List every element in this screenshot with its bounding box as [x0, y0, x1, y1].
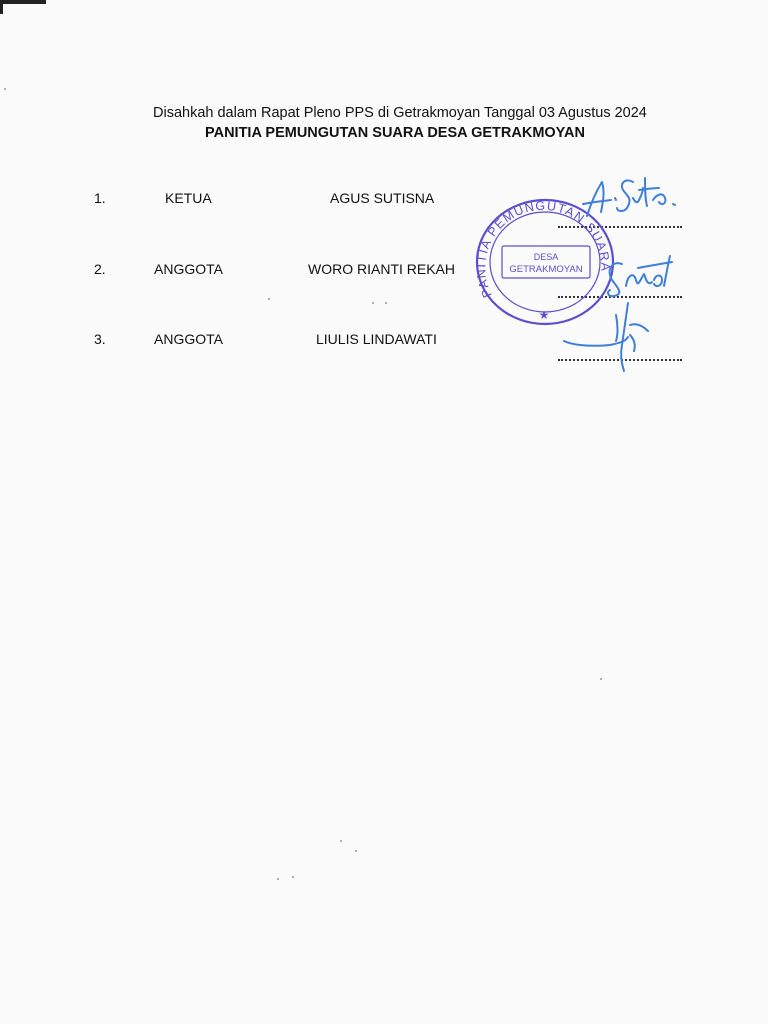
scan-speck	[292, 876, 294, 878]
stamp-inner-line2: GETRAKMOYAN	[509, 264, 583, 275]
stamp-inner-line1: DESA	[533, 252, 559, 262]
member-name: WORO RIANTI REKAH	[308, 261, 456, 277]
committee-title: PANITIA PEMUNGUTAN SUARA DESA GETRAKMOYAN	[205, 125, 585, 141]
scan-speck	[4, 88, 6, 90]
scan-corner-mark-vertical	[0, 0, 3, 14]
scan-speck	[340, 840, 342, 842]
official-stamp	[470, 195, 620, 330]
member-number: 1.	[94, 190, 106, 206]
member-number: 2.	[94, 261, 106, 277]
scan-speck	[277, 878, 279, 880]
scan-speck	[600, 678, 602, 680]
member-row-3	[0, 331, 768, 353]
signature-line-3	[558, 359, 682, 363]
member-role: ANGGOTA	[154, 261, 223, 277]
member-role: KETUA	[165, 190, 212, 206]
scan-speck	[385, 302, 387, 304]
scan-speck	[355, 850, 357, 852]
scan-speck	[372, 302, 374, 304]
member-row-2	[0, 261, 768, 283]
member-row-1	[0, 190, 768, 212]
stamp-outer-text: PANITIA PEMUNGUTAN SUARA	[474, 198, 613, 300]
scan-speck	[268, 298, 270, 300]
stamp-star-icon: ★	[538, 308, 550, 322]
member-role: ANGGOTA	[154, 331, 223, 347]
member-number: 3.	[94, 331, 106, 347]
approval-statement: Disahkah dalam Rapat Pleno PPS di Getrakmoyan Tanggal 03 Agustus 2024	[153, 105, 647, 121]
scan-corner-mark	[0, 0, 46, 4]
member-name: AGUS SUTISNA	[330, 190, 435, 206]
member-name: LIULIS LINDAWATI	[316, 331, 437, 347]
